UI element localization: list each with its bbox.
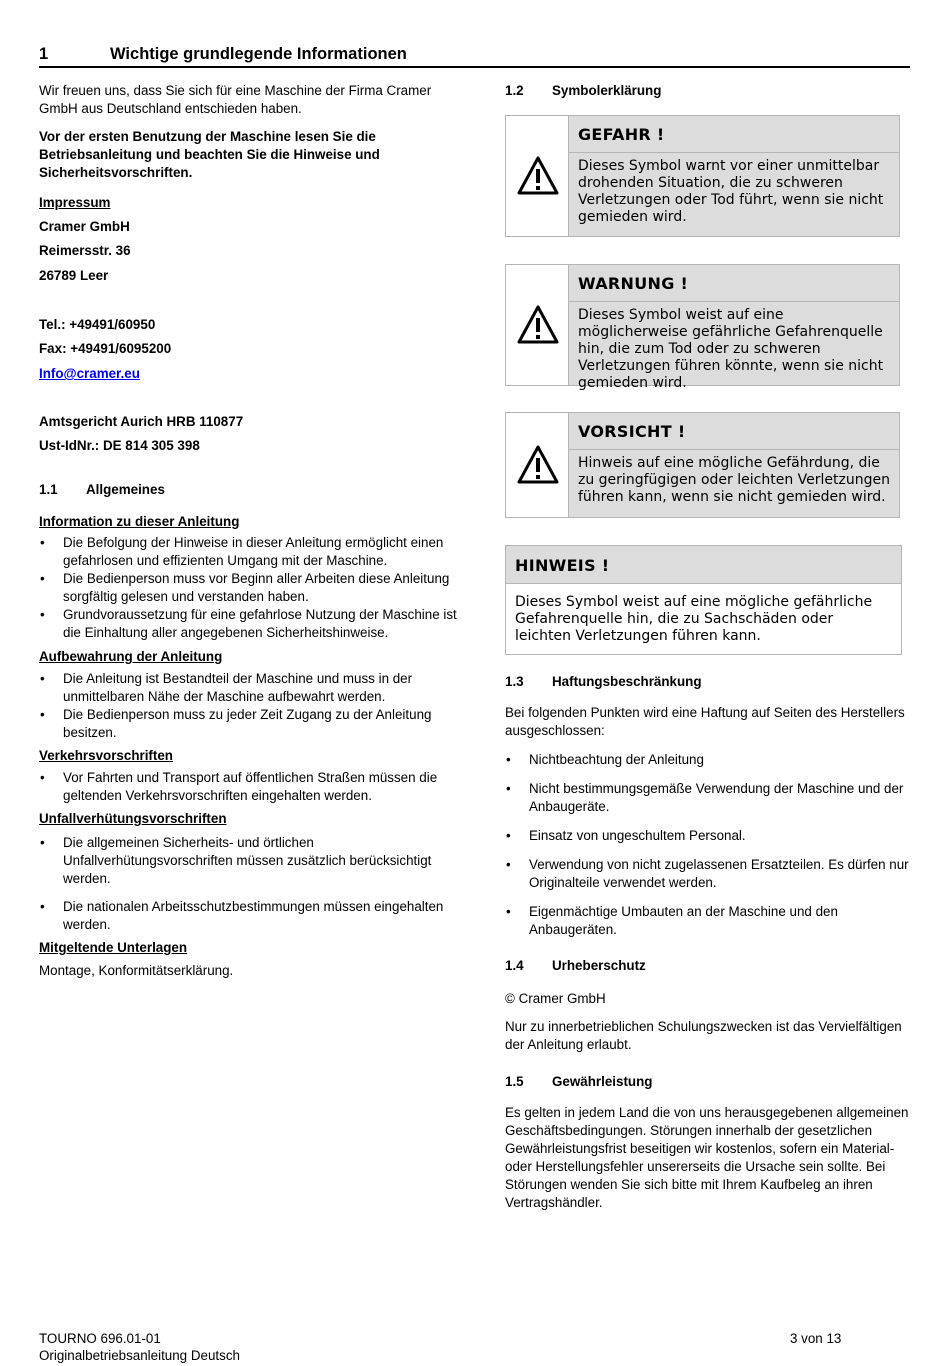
footer-model: TOURNO 696.01-01	[39, 1331, 161, 1346]
impressum-heading: Impressum	[39, 195, 111, 210]
caution-icon-cell	[506, 413, 569, 517]
subheading-information: Information zu dieser Anleitung	[39, 514, 240, 529]
caution-title-cell	[569, 413, 899, 450]
list-item: • Vor Fahrten und Transport auf öffentlichen Straßen müssen die geltenden Verkehrsvorschriften eingehalten werden.	[39, 769, 459, 805]
subheading-related-documents: Mitgeltende Unterlagen	[39, 940, 188, 955]
danger-icon-cell	[506, 116, 569, 236]
warning-triangle-icon	[516, 443, 560, 487]
liability-intro: Bei folgenden Punkten wird eine Haftung auf Seiten des Herstellers ausgeschlossen:	[505, 705, 905, 738]
list-item: • Die Bedienperson muss vor Beginn aller Arbeiten diese Anleitung sorgfältig gelesen und verstanden haben.	[39, 570, 459, 606]
section-1-3-heading	[505, 674, 905, 692]
list-storage	[39, 670, 459, 742]
section-number: 1.3	[505, 674, 524, 689]
caution-body-cell	[569, 450, 899, 517]
notice-title-cell	[506, 546, 901, 584]
list-item: • Nichtbeachtung der Anleitung	[505, 751, 910, 769]
list-item: • Verwendung von nicht zugelassenen Ersatzteilen. Es dürfen nur Originalteile verwendet werden.	[505, 856, 910, 892]
caution-title: VORSICHT !	[578, 422, 686, 441]
intro-text: Wir freuen uns, dass Sie sich für eine Maschine der Firma Cramer GmbH aus Deutschland entschieden haben.	[39, 83, 432, 116]
telephone: Tel.: +49491/60950	[39, 317, 156, 332]
list-item: • Die allgemeinen Sicherheits- und örtlichen Unfallverhütungsvorschriften müssen zusätzlich berücksichtigt werden.	[39, 834, 459, 888]
section-title: Allgemeines	[86, 482, 165, 497]
list-information	[39, 534, 459, 642]
chapter-title: Wichtige grundlegende Informationen	[110, 45, 407, 63]
list-item: • Einsatz von ungeschultem Personal.	[505, 827, 910, 845]
list-item: • Die Befolgung der Hinweise in dieser Anleitung ermöglicht einen gefahrlosen und effizienten Umgang mit der Maschine.	[39, 534, 459, 570]
danger-text: Dieses Symbol warnt vor einer unmittelbar drohenden Situation, die zu schweren Verletzungen oder Tod führt, wenn sie nicht gemieden wird.	[578, 158, 884, 225]
street: Reimersstr. 36	[39, 243, 131, 258]
company-name: Cramer GmbH	[39, 219, 130, 234]
section-1-5-heading	[505, 1074, 905, 1092]
warning-triangle-icon	[516, 154, 560, 198]
list-item: • Eigenmächtige Umbauten an der Maschine und den Anbaugeräten.	[505, 903, 910, 939]
warning-box	[505, 264, 900, 391]
footer-page-number: 3 von 13	[790, 1331, 842, 1346]
court-register: Amtsgericht Aurich HRB 110877	[39, 414, 244, 429]
subheading-traffic: Verkehrsvorschriften	[39, 748, 173, 763]
section-1-4-heading	[505, 958, 905, 976]
notice-title: HINWEIS !	[515, 556, 610, 575]
chapter-heading	[39, 44, 910, 68]
section-number: 1.4	[505, 958, 524, 973]
list-traffic	[39, 769, 459, 805]
section-title: Gewährleistung	[552, 1074, 653, 1089]
liability-list	[505, 751, 910, 939]
warning-title-cell	[569, 265, 899, 302]
warranty-text: Es gelten in jedem Land die von uns herausgegebenen allgemeinen Geschäftsbedingungen. Störungen innerhalb der gesetzlichen Gewährleistungsfrist beseitigen wir kostenlos, sofern ein Material- oder Herstellungsfehler unsererseits die Ursache sein sollte. Bei Störungen wenden Sie sich bitte mit Ihrem Kaufbeleg an ihren Vertragshändler.	[505, 1105, 909, 1210]
footer-document: Originalbetriebsanleitung Deutsch	[39, 1348, 240, 1363]
email-link[interactable]: Info@cramer.eu	[39, 366, 140, 381]
list-item: • Grundvoraussetzung für eine gefahrlose Nutzung der Maschine ist die Einhaltung aller angegebenen Sicherheitshinweise.	[39, 606, 459, 642]
copyright-text: Nur zu innerbetrieblichen Schulungszwecken ist das Vervielfältigen der Anleitung erlaubt.	[505, 1019, 902, 1052]
vat-id: Ust-IdNr.: DE 814 305 398	[39, 438, 200, 453]
notice-box	[505, 545, 902, 655]
copyright: © Cramer GmbH	[505, 991, 606, 1006]
list-item: • Die Bedienperson muss zu jeder Zeit Zugang zu der Anleitung besitzen.	[39, 706, 459, 742]
list-accident-prevention	[39, 834, 459, 934]
warning-title: WARNUNG !	[578, 274, 689, 293]
notice-box-text: Dieses Symbol weist auf eine mögliche gefährliche Gefahrenquelle hin, die zu Sachschäden oder leichten Verletzungen führen kann.	[515, 594, 873, 644]
notice-text: Vor der ersten Benutzung der Maschine lesen Sie die Betriebsanleitung und beachten Sie die Hinweise und Sicherheitsvorschriften.	[39, 129, 380, 180]
subheading-accident-prevention: Unfallverhütungsvorschriften	[39, 811, 227, 826]
section-number: 1.1	[39, 482, 58, 497]
danger-box	[505, 115, 900, 237]
section-1-2-heading	[505, 83, 905, 101]
related-documents-text: Montage, Konformitätserklärung.	[39, 963, 234, 978]
danger-body-cell	[569, 153, 899, 236]
chapter-number: 1	[39, 45, 49, 63]
section-1-1-heading	[39, 482, 439, 500]
caution-text: Hinweis auf eine mögliche Gefährdung, die zu geringfügigen oder leichten Verletzungen führen kann, wenn sie nicht gemieden wird.	[578, 455, 890, 505]
list-item: • Nicht bestimmungsgemäße Verwendung der Maschine und der Anbaugeräte.	[505, 780, 910, 816]
fax: Fax: +49491/6095200	[39, 341, 172, 356]
subheading-storage: Aufbewahrung der Anleitung	[39, 649, 223, 664]
list-item: • Die Anleitung ist Bestandteil der Maschine und muss in der unmittelbaren Nähe der Maschine aufbewahrt werden.	[39, 670, 459, 706]
warning-body-cell	[569, 302, 899, 391]
list-item: • Die nationalen Arbeitsschutzbestimmungen müssen eingehalten werden.	[39, 898, 459, 934]
section-title: Urheberschutz	[552, 958, 646, 973]
section-title: Symbolerklärung	[552, 83, 662, 98]
danger-title-cell	[569, 116, 899, 153]
warning-triangle-icon	[516, 303, 560, 347]
city: 26789 Leer	[39, 268, 109, 283]
warning-icon-cell	[506, 265, 569, 385]
section-number: 1.2	[505, 83, 524, 98]
section-title: Haftungsbeschränkung	[552, 674, 702, 689]
caution-box	[505, 412, 900, 518]
warning-text: Dieses Symbol weist auf eine möglicherweise gefährliche Gefahrenquelle hin, die zum Tod oder zu schweren Verletzungen führen könnte, wenn sie nicht gemieden wird.	[578, 307, 884, 391]
section-number: 1.5	[505, 1074, 524, 1089]
danger-title: GEFAHR !	[578, 125, 665, 144]
